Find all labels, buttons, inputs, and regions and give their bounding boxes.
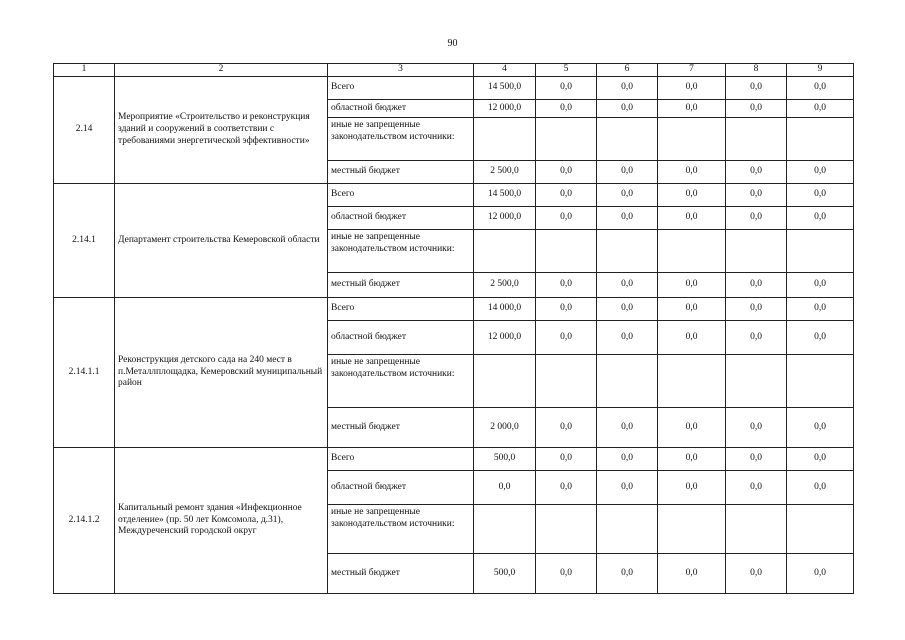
empty-cell [658,355,726,408]
header-row [54,64,854,77]
value-cell: 0,0 [597,273,658,298]
empty-cell [474,505,536,554]
funding-source-label: областной бюджет [328,207,474,230]
value-cell: 0,0 [726,184,787,207]
value-cell: 0,0 [787,471,854,505]
value-cell: 0,0 [597,408,658,448]
value-cell: 0,0 [726,408,787,448]
value-cell: 0,0 [658,207,726,230]
value-cell: 0,0 [726,77,787,100]
empty-cell [658,505,726,554]
value-cell: 0,0 [658,298,726,321]
funding-source-label: иные не запрещенные законодательством источники: [328,230,474,273]
value-cell: 0,0 [726,161,787,184]
value-cell: 0,0 [597,448,658,471]
value-cell: 0,0 [658,471,726,505]
empty-cell [787,505,854,554]
row-description: Капитальный ремонт здания «Инфекционное отделение» (пр. 50 лет Комсомола, д.31), Междуреченский городской округ [115,448,328,594]
value-cell: 0,0 [658,273,726,298]
funding-source-label: Всего [328,77,474,100]
empty-cell [726,355,787,408]
value-cell: 0,0 [787,207,854,230]
empty-cell [597,118,658,161]
value-cell: 0,0 [787,161,854,184]
header-cell: 8 [726,64,787,77]
funding-source-label: областной бюджет [328,100,474,118]
empty-cell [658,118,726,161]
value-cell: 500,0 [474,554,536,594]
value-cell: 0,0 [597,321,658,355]
value-cell: 0,0 [536,408,597,448]
funding-source-label: местный бюджет [328,161,474,184]
value-cell: 0,0 [536,77,597,100]
value-cell: 0,0 [597,161,658,184]
value-cell: 0,0 [597,471,658,505]
value-cell: 0,0 [658,77,726,100]
value-cell: 500,0 [474,448,536,471]
header-cell: 2 [115,64,328,77]
value-cell: 0,0 [536,184,597,207]
funding-source-label: иные не запрещенные законодательством источники: [328,505,474,554]
value-cell: 0,0 [726,207,787,230]
row-description: Реконструкция детского сада на 240 мест в п.Металлплощадка, Кемеровский муниципальный район [115,298,328,448]
empty-cell [474,355,536,408]
empty-cell [474,230,536,273]
value-cell: 0,0 [597,298,658,321]
empty-cell [726,118,787,161]
value-cell: 0,0 [726,100,787,118]
value-cell: 0,0 [787,77,854,100]
value-cell: 0,0 [597,100,658,118]
value-cell: 12 000,0 [474,321,536,355]
table-row [54,77,854,100]
empty-cell [597,505,658,554]
value-cell: 0,0 [787,100,854,118]
value-cell: 0,0 [726,298,787,321]
value-cell: 0,0 [787,408,854,448]
empty-cell [787,230,854,273]
value-cell: 0,0 [726,554,787,594]
funding-source-label: Всего [328,448,474,471]
value-cell: 0,0 [536,298,597,321]
funding-source-label: иные не запрещенные законодательством источники: [328,118,474,161]
table-row [54,448,854,471]
empty-cell [787,355,854,408]
header-cell: 1 [54,64,115,77]
funding-source-label: местный бюджет [328,408,474,448]
empty-cell [536,230,597,273]
empty-cell [726,505,787,554]
row-code: 2.14.1.2 [54,448,115,594]
row-code: 2.14.1 [54,184,115,298]
value-cell: 0,0 [658,321,726,355]
row-description: Департамент строительства Кемеровской области [115,184,328,298]
value-cell: 14 500,0 [474,77,536,100]
empty-cell [536,355,597,408]
row-code: 2.14 [54,77,115,184]
budget-table [53,63,854,594]
value-cell: 14 000,0 [474,298,536,321]
value-cell: 14 500,0 [474,184,536,207]
row-code: 2.14.1.1 [54,298,115,448]
header-cell: 4 [474,64,536,77]
header-cell: 5 [536,64,597,77]
header-cell: 6 [597,64,658,77]
value-cell: 2 000,0 [474,408,536,448]
value-cell: 0,0 [597,184,658,207]
value-cell: 0,0 [787,273,854,298]
empty-cell [536,505,597,554]
value-cell: 0,0 [474,471,536,505]
value-cell: 0,0 [726,448,787,471]
funding-source-label: местный бюджет [328,554,474,594]
value-cell: 0,0 [536,471,597,505]
table-row [54,298,854,321]
value-cell: 0,0 [658,408,726,448]
value-cell: 0,0 [658,448,726,471]
empty-cell [597,355,658,408]
value-cell: 0,0 [536,207,597,230]
value-cell: 12 000,0 [474,100,536,118]
value-cell: 0,0 [658,100,726,118]
header-cell: 7 [658,64,726,77]
value-cell: 0,0 [658,554,726,594]
table-row [54,184,854,207]
funding-source-label: Всего [328,184,474,207]
row-description: Мероприятие «Строительство и реконструкция зданий и сооружений в соответствии с требованиями энергетической эффективности» [115,77,328,184]
empty-cell [787,118,854,161]
funding-source-label: областной бюджет [328,471,474,505]
funding-source-label: областной бюджет [328,321,474,355]
value-cell: 0,0 [597,77,658,100]
value-cell: 0,0 [658,161,726,184]
value-cell: 0,0 [726,471,787,505]
header-cell: 9 [787,64,854,77]
empty-cell [658,230,726,273]
value-cell: 0,0 [787,448,854,471]
funding-source-label: Всего [328,298,474,321]
value-cell: 0,0 [536,554,597,594]
empty-cell [597,230,658,273]
value-cell: 0,0 [726,273,787,298]
value-cell: 0,0 [536,321,597,355]
page-number: 90 [447,38,458,49]
header-cell: 3 [328,64,474,77]
value-cell: 0,0 [787,554,854,594]
empty-cell [726,230,787,273]
funding-source-label: местный бюджет [328,273,474,298]
value-cell: 0,0 [787,184,854,207]
value-cell: 2 500,0 [474,273,536,298]
empty-cell [474,118,536,161]
value-cell: 0,0 [536,100,597,118]
value-cell: 0,0 [597,554,658,594]
table-body [54,64,854,594]
funding-source-label: иные не запрещенные законодательством источники: [328,355,474,408]
value-cell: 0,0 [787,298,854,321]
value-cell: 0,0 [658,184,726,207]
value-cell: 0,0 [726,321,787,355]
value-cell: 0,0 [536,448,597,471]
empty-cell [536,118,597,161]
value-cell: 0,0 [787,321,854,355]
value-cell: 0,0 [536,161,597,184]
value-cell: 0,0 [597,207,658,230]
value-cell: 12 000,0 [474,207,536,230]
value-cell: 2 500,0 [474,161,536,184]
value-cell: 0,0 [536,273,597,298]
